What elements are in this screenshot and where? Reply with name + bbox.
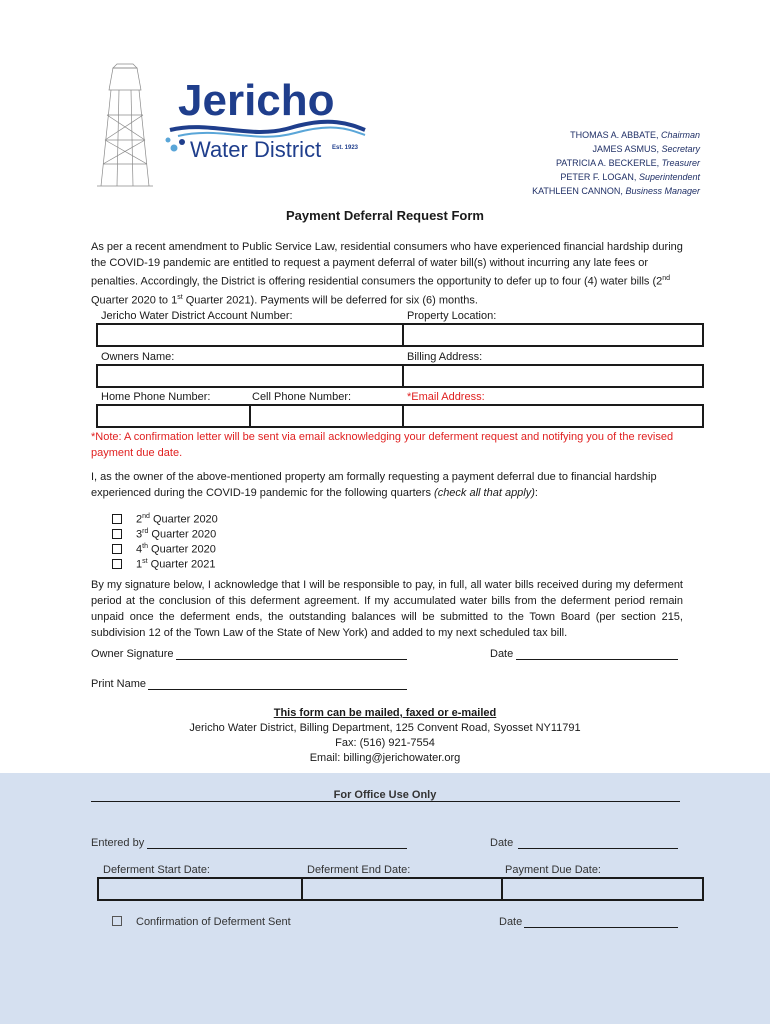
checkbox[interactable] — [112, 529, 122, 539]
officers-list — [532, 128, 700, 198]
confirmation-date-label: Date — [499, 916, 523, 928]
entered-by-line[interactable] — [147, 848, 407, 849]
quarter-label: Quarter 2020 — [148, 528, 217, 541]
officer-role: Chairman — [660, 130, 700, 140]
signature-date-label: Date — [490, 648, 514, 660]
fax-number: Fax: (516) 921-7554 — [335, 737, 435, 749]
form-title: Payment Deferral Request Form — [286, 208, 484, 223]
email-address-label: *Email Address: — [407, 391, 485, 403]
row-owner-billing — [96, 364, 704, 388]
owner-signature-label: Owner Signature — [91, 648, 174, 660]
cell-phone-field[interactable] — [251, 406, 404, 426]
officer-role: Treasurer — [661, 158, 700, 168]
officer-role: Superintendent — [638, 172, 700, 182]
confirmation-note: *Note: A confirmation letter will be sent via email acknowledging your deferment request and notifying you of the revised payment due date. — [91, 431, 674, 459]
officer-line — [532, 156, 700, 170]
superscript: nd — [142, 513, 150, 520]
superscript: st — [177, 293, 183, 301]
row-account-property — [96, 323, 704, 347]
billing-address-label: Billing Address: — [407, 351, 483, 363]
quarter-option[interactable] — [112, 554, 215, 573]
mailing-address: Jericho Water District, Billing Department, 125 Convent Road, Syosset NY11791 — [189, 722, 581, 734]
entered-date-line[interactable] — [518, 848, 678, 849]
print-name-label: Print Name — [91, 678, 147, 690]
mailing-heading: This form can be mailed, faxed or e-mailed — [273, 707, 497, 719]
request-paragraph — [91, 469, 683, 501]
email-address-field[interactable] — [404, 406, 702, 426]
billing-email: Email: billing@jerichowater.org — [309, 752, 461, 764]
checkbox[interactable] — [112, 559, 122, 569]
officer-line — [532, 184, 700, 198]
superscript: nd — [662, 275, 671, 282]
payment-due-label: Payment Due Date: — [505, 864, 601, 876]
office-dates-row — [97, 877, 704, 901]
request-italic: (check all that apply) — [434, 487, 535, 499]
logo-subtitle: Water District — [190, 137, 322, 162]
officer-name: KATHLEEN CANNON, — [532, 186, 623, 196]
payment-due-field[interactable] — [503, 879, 702, 899]
logo-wordmark: Jericho — [178, 76, 335, 125]
officer-name: PATRICIA A. BECKERLE, — [555, 158, 660, 168]
account-number-label: Jericho Water District Account Number: — [101, 310, 293, 322]
deferment-end-label: Deferment End Date: — [307, 864, 411, 876]
quarter-label: Quarter 2021 — [147, 558, 216, 571]
quarter-num: 2 — [136, 513, 143, 526]
entered-by-label: Entered by — [91, 837, 145, 849]
checkbox[interactable] — [112, 916, 122, 926]
office-use-section — [0, 773, 770, 1024]
water-tower-illustration — [93, 60, 158, 188]
confirmation-sent-option[interactable] — [112, 916, 291, 928]
home-phone-label: Home Phone Number: — [101, 391, 211, 403]
superscript: th — [142, 543, 148, 550]
superscript: st — [142, 558, 148, 565]
account-number-field[interactable] — [98, 325, 404, 345]
owner-signature-line[interactable] — [176, 659, 407, 660]
logo-established: Est. 1923 — [332, 145, 359, 151]
acknowledgement-paragraph: By my signature below, I acknowledge that I will be responsible to pay, in full, all water bills received during my deferment period at the conclusion of this deferment agreement. If my accumulated water bills from the deferment period remain unpaid once the deferment ends, the outstanding balances will be submitted to the Town Board (per section 215, subdivision 12 of the Town Law of the State of New York) and added to my next scheduled tax bill. — [91, 579, 683, 639]
officer-line — [532, 128, 700, 142]
confirmation-sent-label: Confirmation of Deferment Sent — [136, 916, 291, 928]
quarter-label: Quarter 2020 — [147, 543, 216, 556]
officer-name: JAMES ASMUS, — [592, 144, 659, 154]
cell-phone-label: Cell Phone Number: — [252, 391, 352, 403]
confirmation-date-line[interactable] — [524, 927, 678, 928]
checkbox[interactable] — [112, 544, 122, 554]
office-use-title: For Office Use Only — [333, 789, 437, 801]
officer-line — [532, 170, 700, 184]
owners-name-label: Owners Name: — [101, 351, 175, 363]
deferment-end-field[interactable] — [303, 879, 503, 899]
quarter-num: 4 — [136, 543, 143, 556]
request-end: : — [534, 487, 538, 499]
owners-name-field[interactable] — [98, 366, 404, 386]
quarter-label: Quarter 2020 — [149, 513, 218, 526]
officer-role: Secretary — [661, 144, 700, 154]
mailing-info — [0, 706, 770, 766]
officer-name: PETER F. LOGAN, — [560, 172, 637, 182]
intro-paragraph — [91, 239, 683, 308]
checkbox[interactable] — [112, 514, 122, 524]
signature-date-line[interactable] — [516, 659, 678, 660]
row-phones-email — [96, 404, 704, 428]
property-location-field[interactable] — [404, 325, 702, 345]
intro-text: Quarter 2020 to 1 — [91, 294, 178, 307]
officer-name: THOMAS A. ABBATE, — [570, 130, 659, 140]
home-phone-field[interactable] — [98, 406, 251, 426]
entered-date-label: Date — [490, 837, 514, 849]
deferment-start-label: Deferment Start Date: — [103, 864, 210, 876]
request-text: I, as the owner of the above-mentioned property am formally requesting a payment deferral due to financial hardship experienced during the COVID-19 pandemic for the following quarters — [91, 471, 657, 499]
print-name-line[interactable] — [148, 689, 407, 690]
officer-line — [532, 142, 700, 156]
office-title-rule — [91, 801, 680, 802]
billing-address-field[interactable] — [404, 366, 702, 386]
property-location-label: Property Location: — [407, 310, 497, 322]
deferment-start-field[interactable] — [99, 879, 303, 899]
superscript: rd — [142, 528, 149, 535]
quarter-num: 1 — [136, 558, 143, 571]
officer-role: Business Manager — [625, 186, 700, 196]
intro-text: Quarter 2021). Payments will be deferred for six (6) months. — [182, 294, 478, 307]
intro-text: As per a recent amendment to Public Service Law, residential consumers who have experienced financial hardship during the COVID-19 pandemic are entitled to request a payment deferral of water bill(s) without incurring any late fees or penalties. Accordingly, the District is offering residential consumers the opportunity to defer up to four (4) water bills (2 — [91, 241, 683, 288]
quarter-num: 3 — [136, 528, 143, 541]
